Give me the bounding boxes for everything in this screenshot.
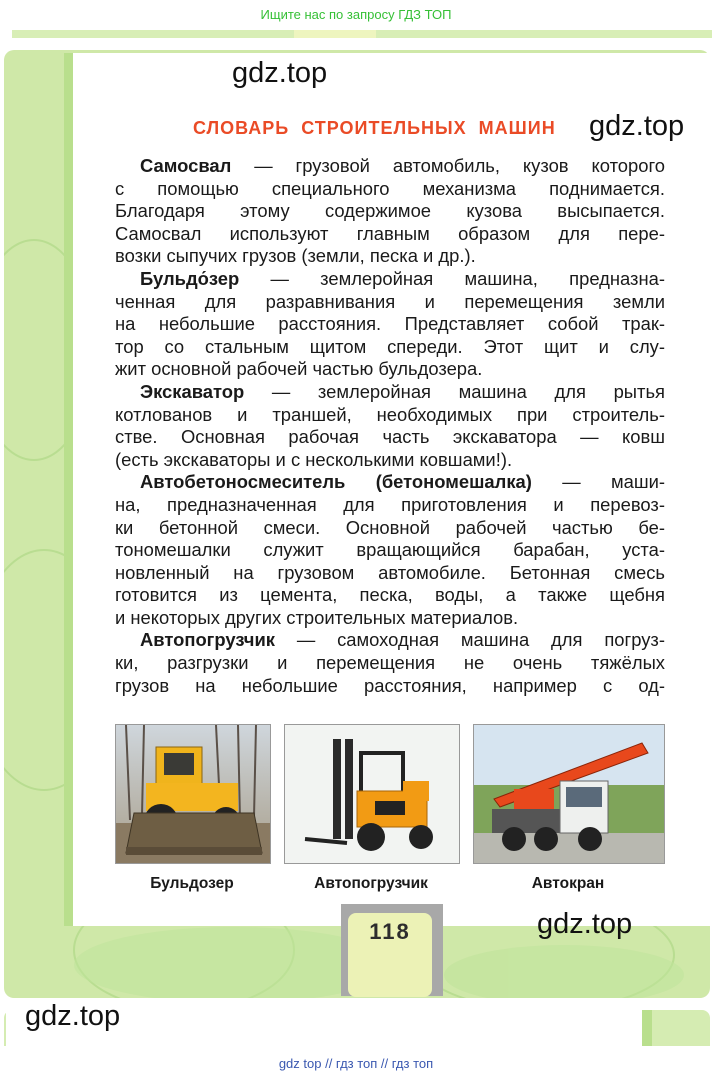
entry-line <box>115 223 665 246</box>
entry-line <box>115 517 665 540</box>
entry-text: тономешалки служит вращающийся барабан, уста- <box>115 539 665 561</box>
entry-line <box>115 562 665 585</box>
entry-line <box>115 426 665 449</box>
entry-line <box>115 268 665 291</box>
entry-text: возки сыпучих грузов (земли, песка и др.). <box>115 245 476 267</box>
entry-text: — грузовой автомобиль, кузов которого <box>231 155 665 176</box>
entry-text: жит основной рабочей частью бульдозера. <box>115 358 483 380</box>
entry-line <box>115 494 665 517</box>
entry-term: Автобетоносмеситель (бетономешалка) <box>140 471 532 493</box>
entry-text: ки бетонной смеси. Основной рабочей частью бе- <box>115 516 665 538</box>
photo-caption: Автокран <box>531 875 605 892</box>
entry-line <box>115 381 665 404</box>
entry-line <box>115 539 665 562</box>
entry-text: Самосвал используют главным образом для пере- <box>115 222 665 244</box>
entry-text: и некоторых других строительных материалов. <box>115 606 519 628</box>
entry-text: — самоходная машина для погруз- <box>274 629 665 651</box>
entry-line <box>115 200 665 223</box>
footer-text[interactable]: gdz top // гдз топ // гдз топ <box>278 1056 434 1071</box>
forklift-photo <box>284 724 460 864</box>
photo-caption: Бульдозер <box>150 875 234 892</box>
entry-line <box>115 675 665 698</box>
entry-line <box>115 652 665 675</box>
entry-line <box>115 471 665 494</box>
entry-text: ки, разгрузки и перемещения не очень тяжёлых <box>115 652 665 674</box>
section-title: СЛОВАРЬ СТРОИТЕЛЬНЫХ МАШИН <box>193 118 556 138</box>
watermark: gdz.top <box>25 1000 121 1032</box>
entry-line <box>115 404 665 427</box>
entry-text: на небольшие расстояния. Представляет собой трак- <box>115 313 665 335</box>
entry-line <box>115 607 665 630</box>
entry-text: с помощью специального механизма поднимается. <box>115 177 665 199</box>
entry-line <box>115 336 665 359</box>
entry-line <box>115 584 665 607</box>
entry-line <box>115 313 665 336</box>
entry-line <box>115 155 665 178</box>
entry-term: Автопогрузчик <box>140 629 275 651</box>
left-margin-bar <box>64 53 73 926</box>
entry-text: новленный на грузовом автомобиле. Бетонная смесь <box>115 561 665 583</box>
photo-caption: Автопогрузчик <box>314 875 428 892</box>
entry-line <box>115 629 665 652</box>
page-number: 118 <box>369 919 411 944</box>
entry-term: Бульдо́зер <box>140 267 240 289</box>
entry-text: (есть экскаваторы и с несколькими ковшами!). <box>115 448 513 470</box>
entry-text: — маши- <box>531 471 665 493</box>
entry-text: тор со стальным щитом спереди. Этот щит и слу- <box>115 335 665 357</box>
truck-crane-photo <box>473 724 665 864</box>
entry-line <box>115 449 665 472</box>
entry-text: ченная для разравнивания и перемещения земли <box>115 290 665 312</box>
bulldozer-photo <box>115 724 271 864</box>
watermark: gdz.top <box>537 908 633 940</box>
footer-links[interactable] <box>0 1052 712 1076</box>
entry-text: котлованов и траншей, необходимых при строитель- <box>115 403 665 425</box>
entry-line <box>115 358 665 381</box>
entry-text: грузов на небольшие расстояния, например с од- <box>115 674 665 696</box>
entry-text: готовится из цемента, песка, воды, а также щебня <box>115 584 665 606</box>
watermark: gdz.top <box>589 110 685 142</box>
watermark: gdz.top <box>232 57 328 89</box>
entry-text: стве. Основная рабочая часть экскаватора — ковш <box>115 426 665 448</box>
search-hint-banner <box>0 0 712 30</box>
entry-text: — землеройная машина для рытья <box>244 380 665 402</box>
entry-text: Благодаря этому содержимое кузова высыпается. <box>115 200 665 222</box>
entry-term: Экскаватор <box>140 380 245 402</box>
entry-term: Самосвал <box>140 155 232 176</box>
entry-line <box>115 245 665 268</box>
previous-page-edge <box>12 30 712 38</box>
entry-line <box>115 178 665 201</box>
dictionary-entries <box>115 155 665 697</box>
entry-text: на, предназначенная для приготовления и перевоз- <box>115 493 665 515</box>
entry-line <box>115 291 665 314</box>
search-hint-text: Ищите нас по запросу ГДЗ ТОП <box>260 7 452 22</box>
entry-text: — землеройная машина, предназна- <box>239 267 665 289</box>
